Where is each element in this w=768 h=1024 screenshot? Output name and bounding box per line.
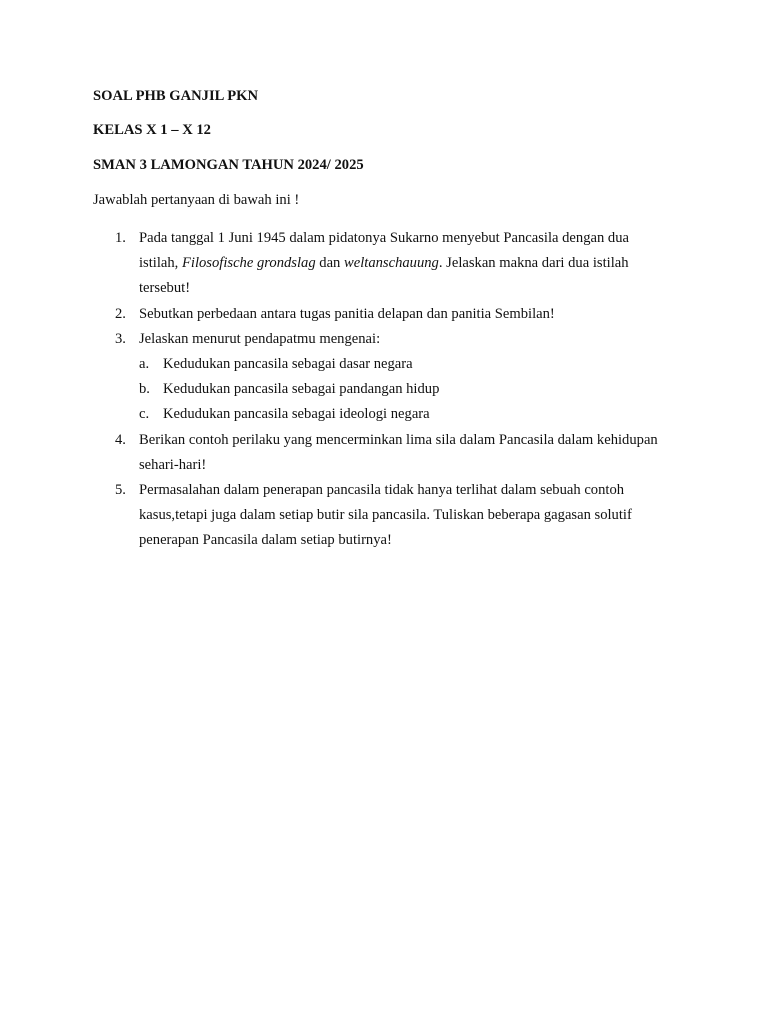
school-year: SMAN 3 LAMONGAN TAHUN 2024/ 2025 [93,157,364,173]
class-range: KELAS X 1 – X 12 [93,122,211,138]
question-item [0,478,768,554]
question-item [0,226,768,302]
sub-question-text: Kedudukan pancasila sebagai ideologi negara [163,406,430,423]
question-item [0,428,768,478]
question-item [0,302,768,327]
term-filosofische-grondslag: Filosofische grondslag [181,255,316,272]
question-list [0,226,768,554]
sub-question-list [0,352,668,428]
question-text: Sebutkan perbedaan antara tugas panitia delapan dan panitia Sembilan! [139,305,555,322]
sub-question-item [0,377,668,402]
question-text: Jelaskan menurut pendapatmu mengenai: [139,330,381,347]
sub-question-text: Kedudukan pancasila sebagai pandangan hidup [163,381,440,398]
question-number: 1. [115,230,126,246]
question-text: Permasalahan dalam penerapan pancasila tidak hanya terlihat dalam sebuah contoh kasus,tetapi juga dalam setiap butir sila pancasila. Tuliskan beberapa gagasan solutif penerapan Pancasila dalam setiap butirnya! [139,482,632,549]
instruction-text: Jawablah pertanyaan di bawah ini ! [93,192,300,208]
question-number: 5. [115,482,126,499]
sub-question-letter: b. [139,381,150,398]
question-item [0,327,768,428]
term-weltanschauung: weltanschauung [344,255,439,272]
sub-question-item [0,352,668,377]
sub-question-letter: a. [139,356,150,373]
exam-title: SOAL PHB GANJIL PKN [93,88,259,104]
question-number: 4. [115,431,126,448]
question-number: 3. [115,330,126,347]
question-text: Berikan contoh perilaku yang mencerminkan lima sila dalam Pancasila dalam kehidupan sehari-hari! [139,431,658,473]
sub-question-item [0,402,668,427]
sub-question-letter: c. [139,406,150,423]
question-text: Pada tanggal 1 Juni 1945 dalam pidatonya Sukarno menyebut Pancasila dengan dua istilah, Filosofische grondslag dan weltanschauung. Jelaskan makna dari dua istilah tersebut! [139,230,629,297]
question-number: 2. [115,305,126,322]
sub-question-text: Kedudukan pancasila sebagai dasar negara [163,356,413,373]
